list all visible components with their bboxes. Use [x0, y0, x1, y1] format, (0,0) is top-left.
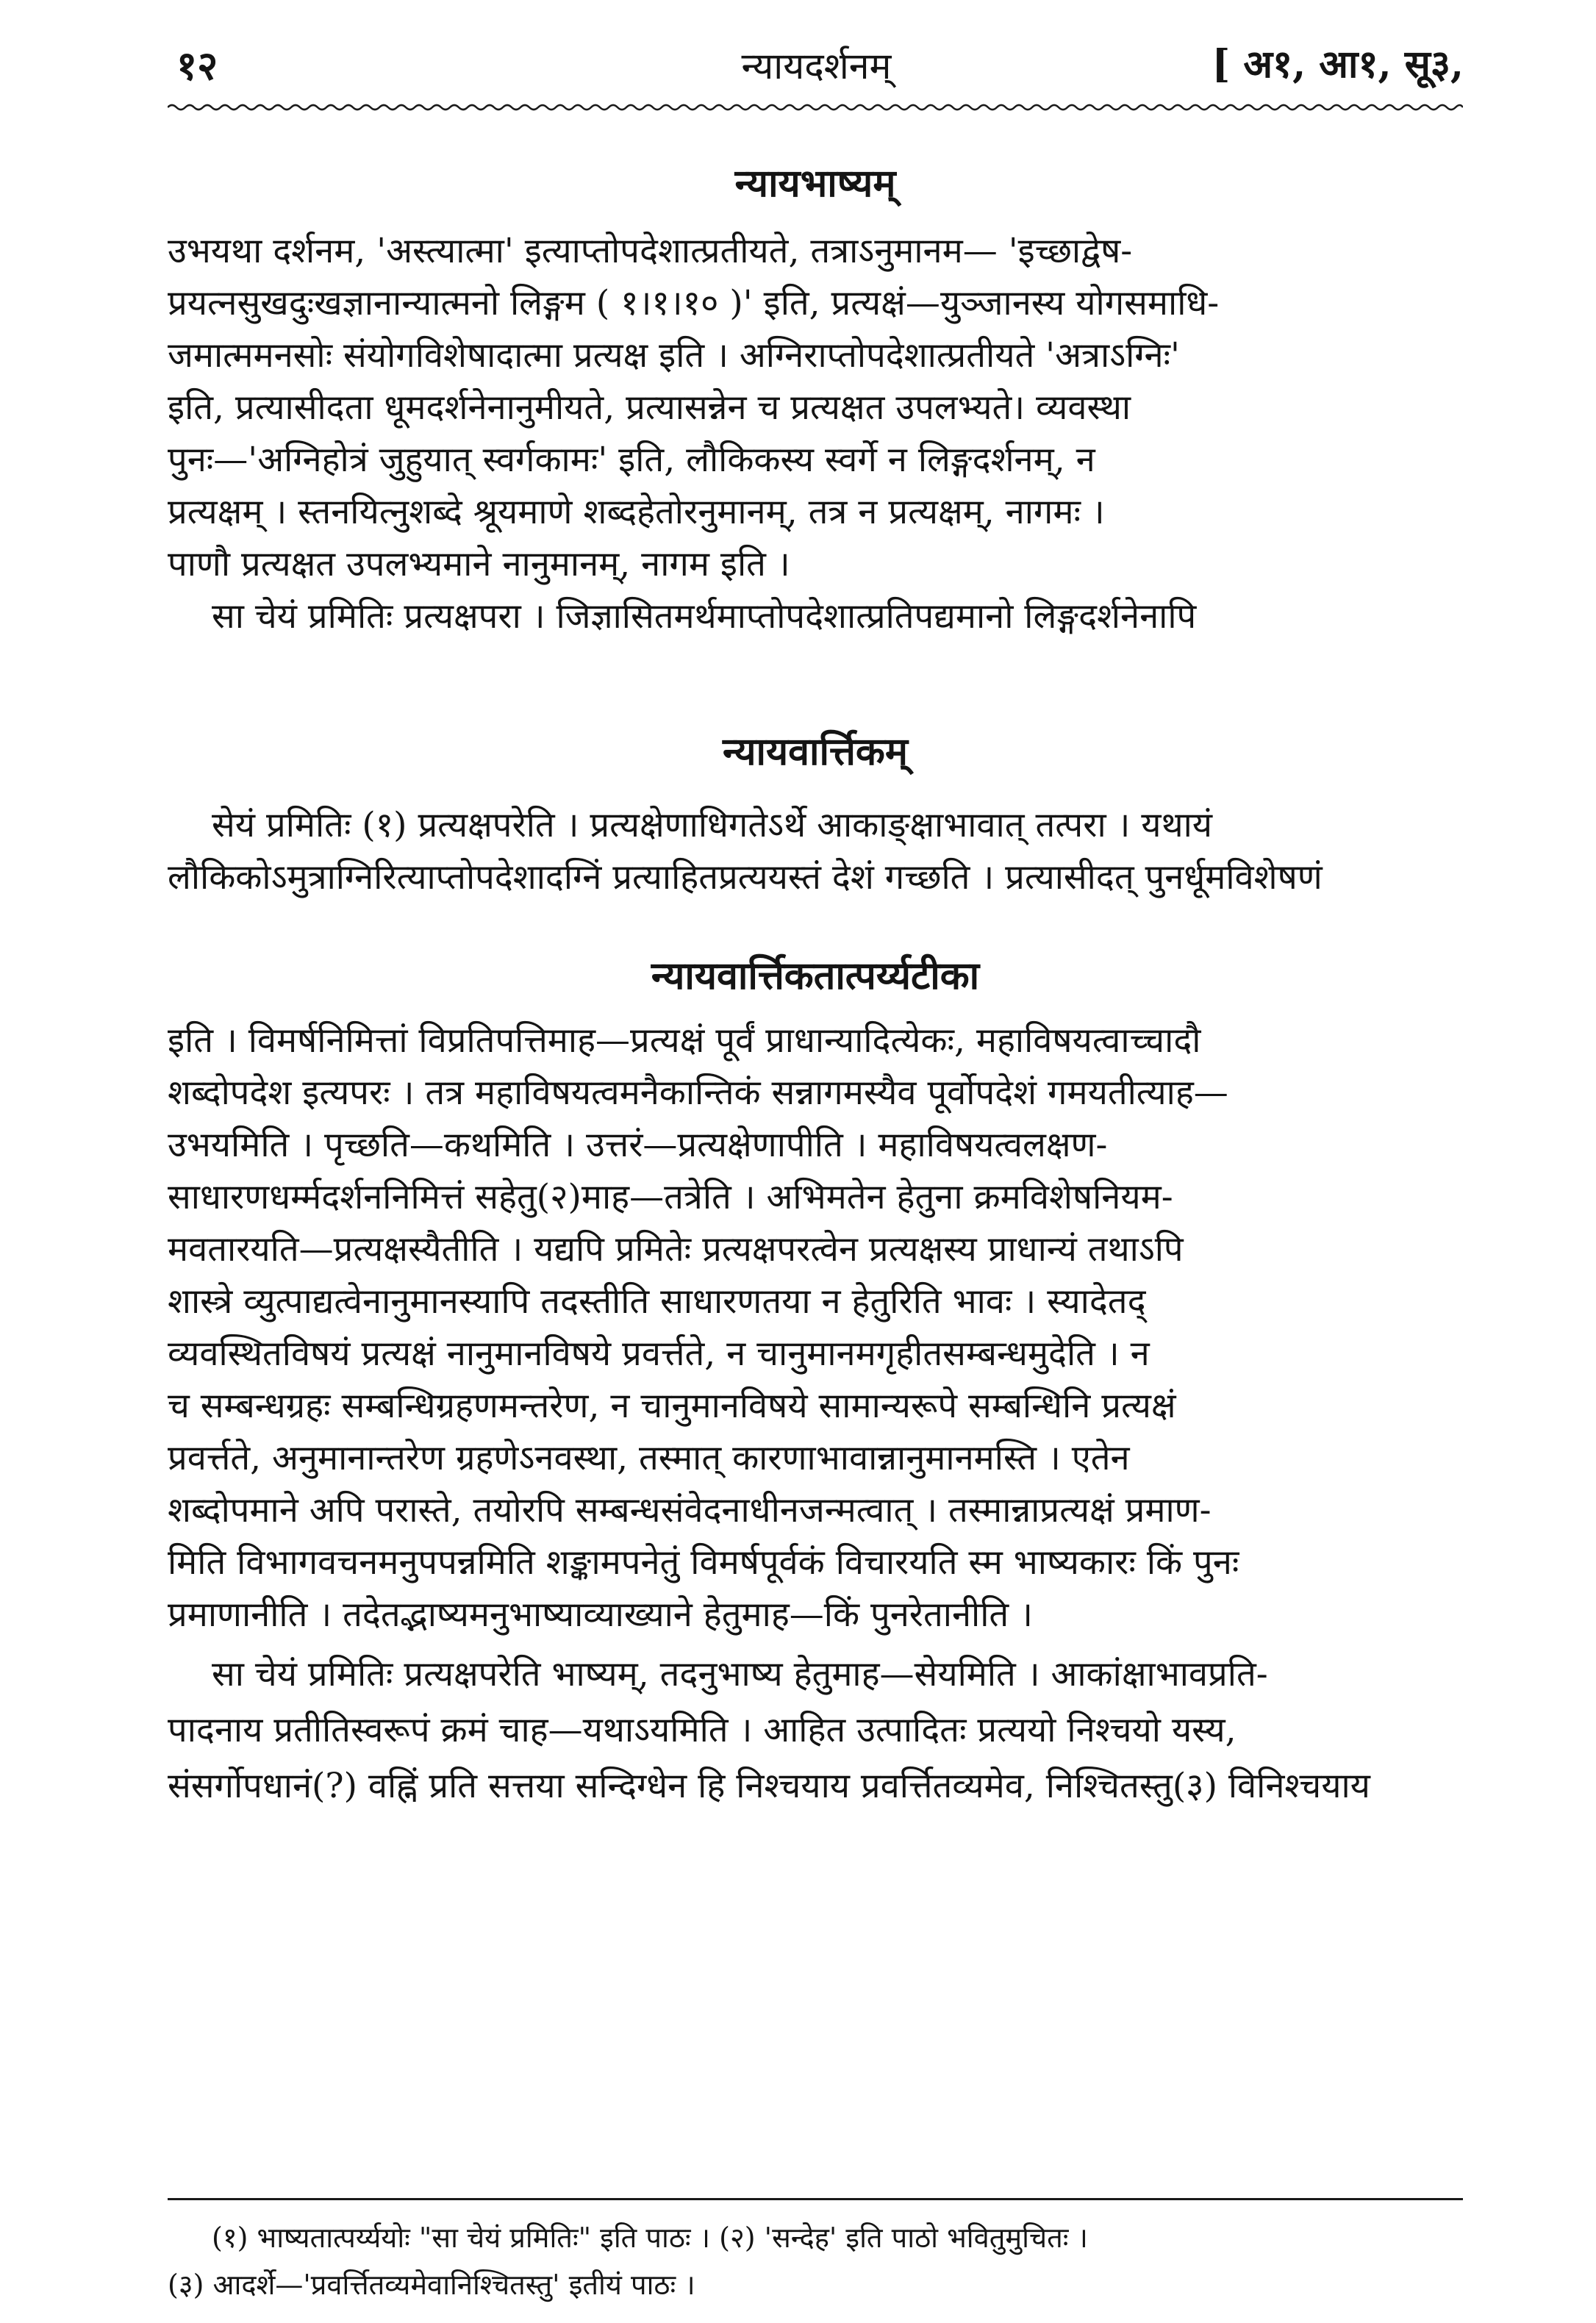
wavy-rule — [168, 101, 1463, 113]
text-line: शब्दोपदेश इत्यपरः । तत्र महाविषयत्वमनैकान्तिकं सन्नागमस्यैव पूर्वोपदेशं गमयतीत्याह— — [168, 1073, 1228, 1113]
vartika-heading: न्यायवार्त्तिकम् — [723, 729, 908, 774]
footnotes — [168, 2214, 1463, 2308]
tika-text — [168, 1014, 1463, 1641]
text-line: संसर्गोपधानं(?) वह्निं प्रति सत्तया सन्दिग्धेन हि निश्चयाय प्रवर्त्तितव्यमेव, निश्चितस्तु(३) विनिश्चयाय — [168, 1766, 1370, 1806]
page-number: १२ — [176, 42, 218, 89]
text-line: सा चेयं प्रमितिः प्रत्यक्षपरेति भाष्यम्, तदनुभाष्य हेतुमाह—सेयमिति । आकांक्षाभावप्रति- — [212, 1654, 1268, 1694]
text-line: मिति विभागवचनमनुपपन्नमिति शङ्कामपनेतुं विमर्षपूर्वकं विचारयति स्म भाष्यकारः किं पुनः — [168, 1542, 1239, 1583]
text-line: च सम्बन्धग्रहः सम्बन्धिग्रहणमन्तरेण, न चानुमानविषये सामान्यरूपे सम्बन्धिनि प्रत्यक्षं — [168, 1386, 1176, 1426]
text-line: इति, प्रत्यासीदता धूमदर्शनेनानुमीयते, प्रत्यासन्नेन च प्रत्यक्षत उपलभ्यते। व्यवस्था — [168, 387, 1131, 428]
text-line: उभयमिति । पृच्छति—कथमिति । उत्तरं—प्रत्यक्षेणापीति । महाविषयत्वलक्षण- — [168, 1125, 1108, 1165]
text-line: पाणौ प्रत्यक्षत उपलभ्यमाने नानुमानम्, नागम इति । — [168, 544, 790, 584]
bhashya-heading: न्यायभाष्यम् — [734, 161, 896, 206]
text-line: लौकिकोऽमुत्राग्निरित्याप्तोपदेशादग्निं प्रत्याहितप्रत्ययस्तं देशं गच्छति । प्रत्यासीदत् पुनर्धूमविशेषणं — [168, 857, 1323, 898]
vartika-text — [168, 799, 1463, 903]
bhashya-text — [168, 225, 1463, 643]
text-line: सा चेयं प्रमितिः प्रत्यक्षपरा । जिज्ञासितमर्थमाप्तोपदेशात्प्रतिपद्यमानो लिङ्गदर्शनेनापि — [212, 596, 1197, 637]
text-line: इति । विमर्षनिमित्तां विप्रतिपत्तिमाह—प्रत्यक्षं पूर्वं प्राधान्यादित्येकः, महाविषयत्वाच्चादौ — [168, 1020, 1201, 1061]
text-line: व्यवस्थितविषयं प्रत्यक्षं नानुमानविषये प्रवर्त्तते, न चानुमानमगृहीतसम्बन्धमुदेति । न — [168, 1334, 1150, 1374]
text-line: मवतारयति—प्रत्यक्षस्यैतीति । यद्यपि प्रमितेः प्रत्यक्षपरत्वेन प्रत्यक्षस्य प्राधान्यं तथाऽपि — [168, 1229, 1184, 1270]
text-line: प्रवर्त्तते, अनुमानान्तरेण ग्रहणेऽनवस्था, तस्मात् कारणाभावान्नानुमानमस्ति । एतेन — [168, 1438, 1130, 1478]
text-line: साधारणधर्म्मदर्शननिमित्तं सहेतु(२)माह—तत्रेति । अभिमतेन हेतुना क्रमविशेषनियम- — [168, 1177, 1173, 1217]
sutra-locator: [ अ१, आ१, सू३, — [1212, 42, 1464, 87]
footnote-line: (३) आदर्शे—'प्रवर्त्तितव्यमेवानिश्चितस्तु' इतीयं पाठः । — [168, 2269, 695, 2301]
text-line: प्रमाणानीति । तदेतद्भाष्यमनुभाष्याव्याख्याने हेतुमाह—किं पुनरेतानीति । — [168, 1594, 1033, 1635]
text-line: जमात्ममनसोः संयोगविशेषादात्मा प्रत्यक्ष इति । अग्निराप्तोपदेशात्प्रतीयते 'अत्राऽग्निः' — [168, 335, 1180, 376]
text-line: शब्दोपमाने अपि परास्ते, तयोरपि सम्बन्धसंवेदनाधीनजन्मत्वात् । तस्मान्नाप्रत्यक्षं प्रमाण- — [168, 1490, 1212, 1531]
footnote-rule — [168, 2198, 1463, 2200]
text-line: शास्त्रे व्युत्पाद्यत्वेनानुमानस्यापि तदस्तीति साधारणतया न हेतुरिति भावः । स्यादेतद् — [168, 1281, 1146, 1322]
text-line: प्रयत्नसुखदुःखज्ञानान्यात्मनो लिङ्गम ( १।१।१० )' इति, प्रत्यक्षं—युञ्जानस्य योगसमाधि- — [168, 283, 1220, 323]
tika-heading: न्यायवार्त्तिकतात्पर्य्यटीका — [651, 953, 980, 998]
text-line: उभयथा दर्शनम, 'अस्त्यात्मा' इत्याप्तोपदेशात्प्रतीयते, तत्राऽनुमानम— 'इच्छाद्वेष- — [168, 231, 1133, 271]
text-line: सेयं प्रमितिः (१) प्रत्यक्षपरेति । प्रत्यक्षेणाधिगतेऽर्थे आकाङ्क्षाभावात् तत्परा । यथायं — [212, 805, 1213, 845]
book-title: न्यायदर्शनम् — [741, 45, 892, 87]
text-line: पादनाय प्रतीतिस्वरूपं क्रमं चाह—यथाऽयमिति । आहित उत्पादितः प्रत्ययो निश्चयो यस्य, — [168, 1710, 1237, 1750]
text-line: पुनः—'अग्निहोत्रं जुहुयात् स्वर्गकामः' इति, लौकिकस्य स्वर्गे न लिङ्गदर्शनम्, न — [168, 440, 1095, 480]
text-line: प्रत्यक्षम् । स्तनयित्नुशब्दे श्रूयमाणे शब्दहेतोरनुमानम्, तत्र न प्रत्यक्षम्, नागमः । — [168, 492, 1105, 532]
running-head — [169, 26, 1464, 93]
footnote-line: (१) भाष्यतात्पर्य्ययोः "सा चेयं प्रमितिः" इति पाठः । (२) 'सन्देह' इति पाठो भवितुमुचितः । — [212, 2222, 1088, 2254]
tika-text-continued — [168, 1647, 1463, 1814]
